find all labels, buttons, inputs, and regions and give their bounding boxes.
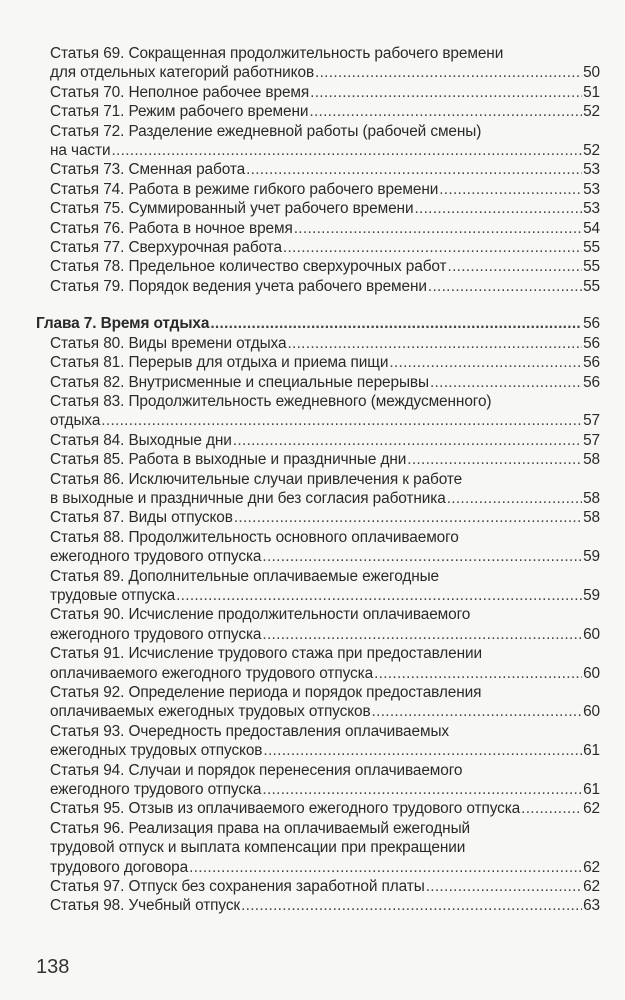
toc-entry[interactable] — [50, 877, 600, 896]
toc-entry[interactable] — [50, 450, 600, 469]
toc-entry[interactable] — [50, 431, 600, 450]
toc-entry-leader-row — [36, 314, 600, 333]
dot-leader — [189, 858, 582, 877]
dot-leader — [310, 83, 582, 102]
toc-entry-title: Статья 80. Виды времени отдыха — [50, 334, 287, 352]
toc-entry[interactable] — [50, 819, 600, 877]
toc-entry[interactable] — [50, 896, 600, 915]
toc-entry-leader-row — [50, 858, 600, 877]
toc-entry-leader-row — [50, 625, 600, 644]
toc-entry-leader-row — [50, 83, 600, 102]
page-number: 138 — [36, 956, 70, 978]
toc-page-number: 62 — [583, 800, 600, 818]
toc-entry-title: Статья 98. Учебный отпуск — [50, 897, 241, 915]
toc-entry-title: Статья 79. Порядок ведения учета рабочего времени — [50, 277, 427, 295]
toc-entry-leader-row — [50, 102, 600, 121]
toc-entry-title: Статья 85. Работа в выходные и праздничные дни — [50, 451, 407, 469]
dot-leader — [374, 664, 582, 683]
dot-leader — [414, 199, 582, 218]
toc-entry-leader-row — [50, 799, 600, 818]
dot-leader — [111, 141, 582, 160]
toc-entry-title: Статья 87. Виды отпусков — [50, 509, 233, 527]
toc-entry[interactable] — [50, 373, 600, 392]
toc-entry-title: Статья 73. Сменная работа — [50, 161, 246, 179]
toc-page-number: 62 — [583, 858, 600, 876]
toc-entry-title: Статья 95. Отзыв из оплачиваемого ежегодного трудового отпуска — [50, 800, 521, 818]
toc-entry-leader-row — [50, 334, 600, 353]
dot-leader — [101, 411, 582, 430]
table-of-contents — [36, 44, 600, 916]
toc-entry-leader-row — [50, 489, 600, 508]
toc-entry-leader-row — [50, 664, 600, 683]
toc-entry-line: Статья 89. Дополнительные оплачиваемые ежегодные — [50, 567, 440, 585]
toc-entry[interactable] — [50, 470, 600, 509]
toc-page-number: 50 — [583, 64, 600, 82]
toc-entry-title: в выходные и праздничные дни без согласия работника — [50, 489, 446, 507]
toc-entry-title: трудовые отпуска — [50, 586, 176, 604]
toc-entry-line: Статья 93. Очередность предоставления оплачиваемых — [50, 722, 449, 740]
dot-leader — [234, 508, 582, 527]
toc-entry[interactable] — [50, 799, 600, 818]
toc-entry-title: отдыха — [50, 412, 101, 430]
toc-entry-leader-row — [50, 896, 600, 915]
toc-page-number: 54 — [583, 219, 600, 237]
toc-entry-title: ежегодных трудовых отпусков — [50, 742, 263, 760]
dot-leader — [309, 102, 582, 121]
toc-entry[interactable] — [50, 83, 600, 102]
toc-page-number: 60 — [583, 625, 600, 643]
toc-entry-title: ежегодного трудового отпуска — [50, 781, 262, 799]
toc-page-number: 52 — [583, 103, 600, 121]
toc-entry[interactable] — [50, 257, 600, 276]
dot-leader — [439, 180, 582, 199]
toc-page-number: 52 — [583, 142, 600, 160]
toc-entry-title: Статья 77. Сверхурочная работа — [50, 239, 282, 257]
dot-leader — [430, 373, 582, 392]
toc-page-number: 62 — [583, 878, 600, 896]
toc-page-number: 55 — [583, 239, 600, 257]
toc-entry-leader-row — [50, 63, 600, 82]
toc-entry[interactable] — [50, 180, 600, 199]
dot-leader — [389, 353, 582, 372]
toc-entry[interactable] — [50, 277, 600, 296]
toc-entry-title: ежегодного трудового отпуска — [50, 548, 262, 566]
toc-entry-leader-row — [50, 411, 600, 430]
toc-entry-line: Статья 83. Продолжительность ежедневного (междусменного) — [50, 392, 492, 410]
dot-leader — [428, 277, 582, 296]
dot-leader — [263, 741, 582, 760]
toc-entry-leader-row — [50, 508, 600, 527]
toc-entry[interactable] — [50, 683, 600, 722]
toc-entry-leader-row — [50, 353, 600, 372]
dot-leader — [262, 625, 582, 644]
toc-page-number: 56 — [583, 373, 600, 391]
toc-page-number: 57 — [583, 412, 600, 430]
toc-entry-title: Статья 71. Режим рабочего времени — [50, 103, 309, 121]
toc-entry-leader-row — [50, 141, 600, 160]
toc-entry-title: трудового договора — [50, 858, 189, 876]
toc-page-number: 61 — [583, 781, 600, 799]
dot-leader — [246, 160, 582, 179]
toc-entry-title: Статья 75. Суммированный учет рабочего времени — [50, 200, 414, 218]
toc-page-number: 59 — [583, 548, 600, 566]
toc-entry[interactable] — [50, 528, 600, 567]
toc-entry-leader-row — [50, 741, 600, 760]
toc-entry-line: Статья 88. Продолжительность основного оплачиваемого — [50, 528, 459, 546]
toc-page-number: 56 — [583, 334, 600, 352]
toc-entry-title: оплачиваемых ежегодных трудовых отпусков — [50, 703, 371, 721]
toc-entry-line: Статья 94. Случаи и порядок перенесения оплачиваемого — [50, 761, 463, 779]
toc-entry[interactable] — [50, 44, 600, 83]
dot-leader — [176, 586, 582, 605]
toc-page-number: 61 — [583, 742, 600, 760]
toc-entry-line: Статья 91. Исчисление трудового стажа при предоставлении — [50, 645, 483, 663]
toc-entry[interactable] — [50, 644, 600, 683]
toc-page-number: 60 — [583, 703, 600, 721]
toc-entry-leader-row — [50, 160, 600, 179]
toc-entry-line: трудовой отпуск и выплата компенсации при прекращении — [50, 839, 466, 857]
toc-entry[interactable] — [50, 761, 600, 800]
dot-leader — [521, 799, 582, 818]
toc-entry-title: Статья 76. Работа в ночное время — [50, 219, 293, 237]
toc-page-number: 60 — [583, 664, 600, 682]
toc-entry-title: Статья 84. Выходные дни — [50, 431, 232, 449]
toc-page-number: 63 — [583, 897, 600, 915]
toc-entry-title: Статья 97. Отпуск без сохранения заработной платы — [50, 878, 425, 896]
toc-entry[interactable] — [50, 160, 600, 179]
dot-leader — [283, 238, 582, 257]
toc-page-number: 53 — [583, 180, 600, 198]
toc-entry[interactable] — [50, 199, 600, 218]
dot-leader — [407, 450, 582, 469]
dot-leader — [262, 547, 582, 566]
toc-entry-title: на части — [50, 142, 111, 160]
toc-entry-title: Статья 78. Предельное количество сверхурочных работ — [50, 258, 447, 276]
toc-entry-leader-row — [50, 180, 600, 199]
dot-leader — [448, 257, 583, 276]
toc-entry[interactable] — [50, 567, 600, 606]
toc-entry[interactable] — [50, 334, 600, 353]
toc-entry-leader-row — [50, 877, 600, 896]
toc-entry-title: Статья 70. Неполное рабочее время — [50, 83, 310, 101]
toc-page-number: 53 — [583, 161, 600, 179]
toc-entry-line: Статья 92. Определение периода и порядок предоставления — [50, 684, 482, 701]
toc-page-number: 51 — [583, 83, 600, 101]
chapter-gap — [50, 296, 600, 314]
toc-entry-leader-row — [50, 238, 600, 257]
toc-entry-leader-row — [50, 373, 600, 392]
toc-entry-title: Статья 82. Внутрисменные и специальные перерывы — [50, 373, 429, 391]
toc-entry-leader-row — [50, 431, 600, 450]
toc-entry[interactable] — [50, 722, 600, 761]
toc-page-number: 56 — [583, 354, 600, 372]
dot-leader — [315, 63, 582, 82]
dot-leader — [210, 314, 582, 333]
toc-page-number: 53 — [583, 200, 600, 218]
toc-page-number: 55 — [583, 258, 600, 276]
toc-entry[interactable] — [50, 353, 600, 372]
toc-entry-line: Статья 96. Реализация права на оплачиваемый ежегодный — [50, 819, 471, 837]
toc-entry-title: Статья 74. Работа в режиме гибкого рабочего времени — [50, 180, 439, 198]
toc-entry[interactable] — [50, 392, 600, 431]
toc-entry-leader-row — [50, 780, 600, 799]
toc-entry-leader-row — [50, 219, 600, 238]
dot-leader — [372, 702, 583, 721]
toc-entry[interactable] — [50, 122, 600, 161]
toc-page-number: 59 — [583, 586, 600, 604]
toc-entry-leader-row — [50, 586, 600, 605]
toc-entry-line: Статья 86. Исключительные случаи привлечения к работе — [50, 470, 463, 488]
toc-entry-leader-row — [50, 257, 600, 276]
toc-page-number: 58 — [583, 489, 600, 507]
toc-entry-leader-row — [50, 547, 600, 566]
dot-leader — [287, 334, 582, 353]
toc-entry-line: Статья 69. Сокращенная продолжительность рабочего времени — [50, 45, 504, 62]
toc-chapter[interactable] — [36, 314, 600, 333]
dot-leader — [447, 489, 582, 508]
toc-page-number: 57 — [583, 431, 600, 449]
dot-leader — [294, 219, 582, 238]
toc-entry-title: ежегодного трудового отпуска — [50, 625, 262, 643]
toc-entry[interactable] — [50, 102, 600, 121]
toc-entry[interactable] — [50, 238, 600, 257]
dot-leader — [262, 780, 582, 799]
toc-entry-title: оплачиваемого ежегодного трудового отпуска — [50, 664, 374, 682]
toc-entry[interactable] — [50, 219, 600, 238]
toc-entry-line: Статья 90. Исчисление продолжительности оплачиваемого — [50, 606, 471, 624]
toc-entry[interactable] — [50, 508, 600, 527]
toc-entry[interactable] — [50, 605, 600, 644]
toc-entry-leader-row — [50, 450, 600, 469]
toc-page-number: 56 — [583, 315, 600, 333]
toc-entry-leader-row — [50, 702, 600, 721]
toc-entry-title: для отдельных категорий работников — [50, 64, 315, 82]
dot-leader — [241, 896, 582, 915]
dot-leader — [426, 877, 582, 896]
toc-page-number: 58 — [583, 451, 600, 469]
dot-leader — [233, 431, 582, 450]
toc-entry-leader-row — [50, 199, 600, 218]
toc-entry-title: Статья 81. Перерыв для отдыха и приема пищи — [50, 354, 389, 372]
toc-entry-title: Глава 7. Время отдыха — [36, 315, 210, 333]
toc-entry-line: Статья 72. Разделение ежедневной работы (рабочей смены) — [50, 122, 482, 140]
toc-page-number: 55 — [583, 277, 600, 295]
toc-page-number: 58 — [583, 509, 600, 527]
toc-entry-leader-row — [50, 277, 600, 296]
